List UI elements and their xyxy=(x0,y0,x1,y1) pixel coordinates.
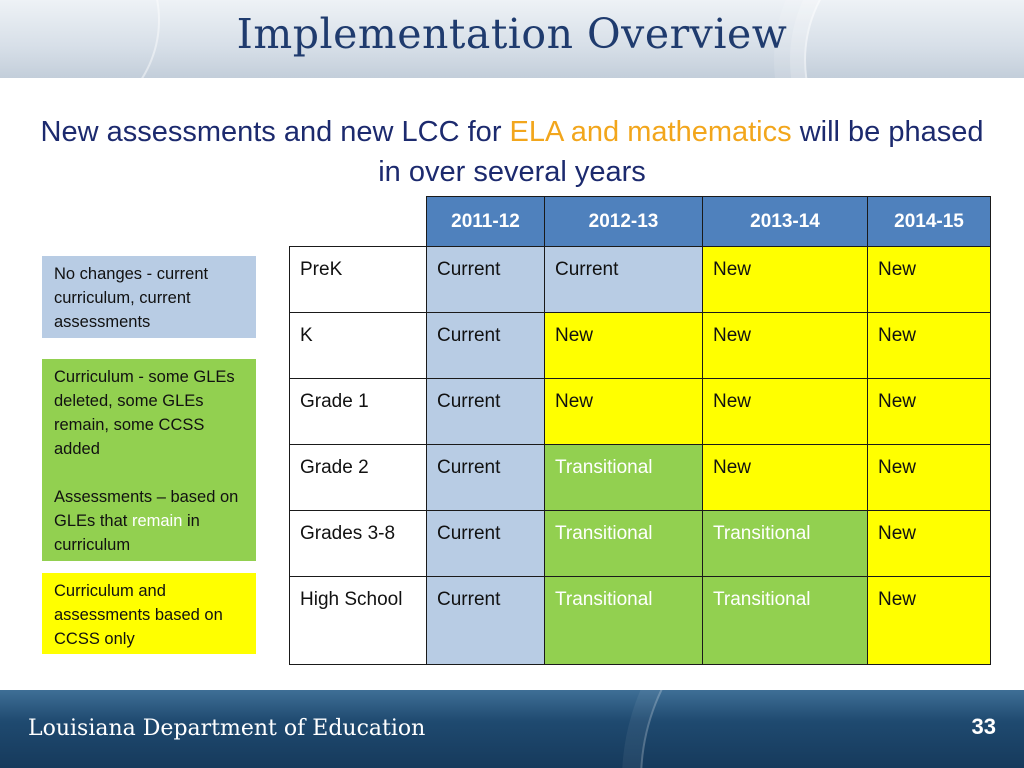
legend-text: in curriculum xyxy=(54,512,200,554)
grade-label: High School xyxy=(290,577,427,665)
status-cell: New xyxy=(868,511,991,577)
status-cell: New xyxy=(868,577,991,665)
grade-label: Grades 3-8 xyxy=(290,511,427,577)
status-cell: New xyxy=(545,313,703,379)
table-row xyxy=(290,511,991,577)
table-row xyxy=(290,247,991,313)
table-row xyxy=(290,313,991,379)
legend-text: Curriculum - some GLEs deleted, some GLEs remain, some CCSS added xyxy=(54,368,235,458)
table-row xyxy=(290,577,991,665)
status-cell: New xyxy=(868,445,991,511)
status-cell: Current xyxy=(427,577,545,665)
column-header: 2012-13 xyxy=(545,197,703,247)
decorative-arc xyxy=(640,690,1024,768)
legend-text: Assessments – based on GLEs that xyxy=(54,488,239,530)
table-row xyxy=(290,445,991,511)
status-cell: Current xyxy=(427,247,545,313)
subtitle-text: will be phased in over several years xyxy=(378,116,984,188)
legend-ccss-only xyxy=(42,573,256,654)
column-header: 2013-14 xyxy=(703,197,868,247)
status-cell: Current xyxy=(427,511,545,577)
table-row xyxy=(290,379,991,445)
column-header: 2014-15 xyxy=(868,197,991,247)
status-cell: New xyxy=(703,445,868,511)
slide-title: Implementation Overview xyxy=(236,10,788,58)
grade-label: PreK xyxy=(290,247,427,313)
footer-organization: Louisiana Department of Education xyxy=(28,716,426,741)
grade-label: Grade 2 xyxy=(290,445,427,511)
status-cell: New xyxy=(868,247,991,313)
status-cell: Transitional xyxy=(703,511,868,577)
status-cell: New xyxy=(703,313,868,379)
legend-highlight: remain xyxy=(131,512,183,530)
status-cell: Transitional xyxy=(545,445,703,511)
status-cell: Current xyxy=(427,313,545,379)
grade-label: Grade 1 xyxy=(290,379,427,445)
legend-transitional xyxy=(42,359,256,561)
subtitle-highlight: ELA and mathematics xyxy=(509,116,792,148)
column-header: 2011-12 xyxy=(427,197,545,247)
legend-text xyxy=(54,485,244,557)
status-cell: Current xyxy=(545,247,703,313)
subtitle-text: New assessments and new LCC for xyxy=(40,116,510,148)
status-cell: Current xyxy=(427,379,545,445)
legend-text: No changes - current curriculum, current assessments xyxy=(54,265,209,331)
status-cell: New xyxy=(545,379,703,445)
status-cell: New xyxy=(868,313,991,379)
implementation-table xyxy=(289,196,991,665)
legend-no-changes xyxy=(42,256,256,338)
status-cell: Transitional xyxy=(703,577,868,665)
status-cell: Transitional xyxy=(545,577,703,665)
legend-text: Curriculum and assessments based on CCSS only xyxy=(54,582,223,648)
slide-footer xyxy=(0,690,1024,768)
status-cell: New xyxy=(868,379,991,445)
status-cell: New xyxy=(703,247,868,313)
grade-label: K xyxy=(290,313,427,379)
table-header-row xyxy=(290,197,991,247)
slide-subtitle xyxy=(30,112,994,192)
status-cell: Transitional xyxy=(545,511,703,577)
table-corner xyxy=(290,197,427,247)
status-cell: Current xyxy=(427,445,545,511)
page-number: 33 xyxy=(971,714,996,739)
status-cell: New xyxy=(703,379,868,445)
